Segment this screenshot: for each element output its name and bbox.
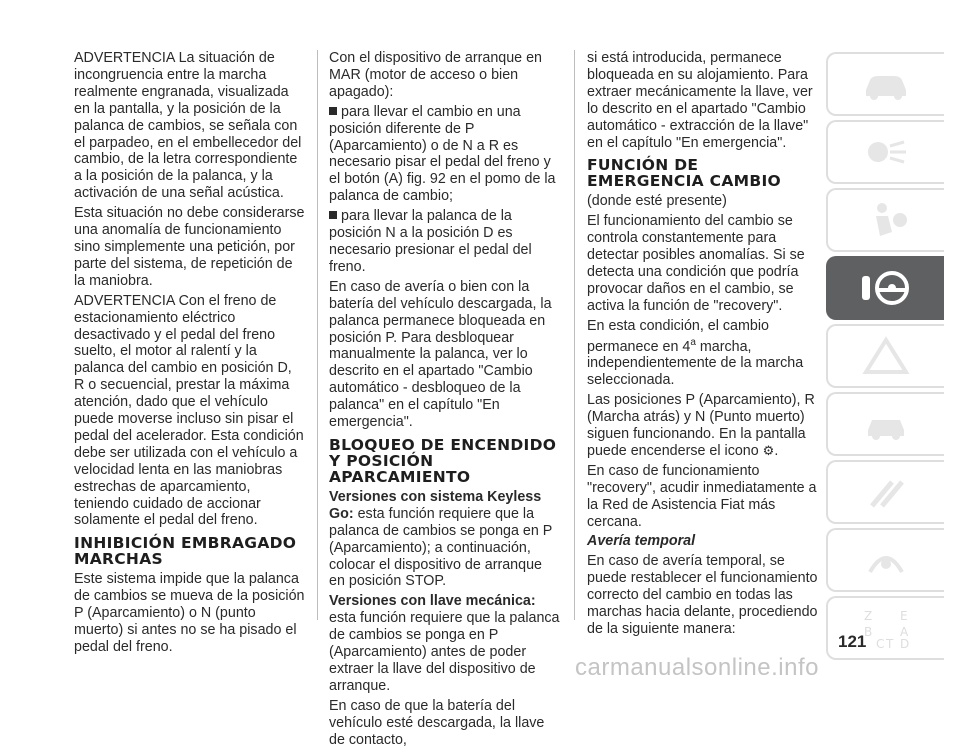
tab-car[interactable] (826, 52, 944, 116)
gearbox-warning-icon: ⚙ (762, 442, 775, 458)
column-divider (317, 50, 318, 620)
paragraph: Las posiciones P (Aparcamiento), R (Marcha atrás) y N (Punto muerto) siguen funcionando. En la pantalla puede encenderse el icono ⚙. (587, 392, 815, 459)
paragraph: En esta condición, el cambio permanece en 4$^a$ marcha, independientemente de la marcha seleccionada. (587, 317, 804, 389)
chapter-index-sidebar (826, 52, 944, 664)
index-letter: B (864, 625, 873, 639)
paragraph: Versiones con llave mecánica: esta función requiere que la palanca de cambios se ponga en P (Aparcamiento) antes de poder extraer la llave del dispositivo de arranque. (329, 593, 560, 694)
steering-key-icon (856, 266, 916, 310)
section-heading: FUNCIÓN DE EMERGENCIA CAMBIO (587, 156, 782, 191)
tab-emergency[interactable] (826, 324, 944, 388)
paragraph: si está introducida, permanece bloqueada en su alojamiento. Para extraer mecánicamente la llave, ver lo descrito en el apartado "Cambio automático - extracción de la llave" en el capítulo "En emergencia". (587, 50, 813, 151)
bullet-item: para llevar el cambio en una posición diferente de P (Aparcamiento) o de N a R es necesario pisar el pedal del freno y el botón (A) fig. 92 en el pomo de la palanca de cambio; (329, 103, 556, 205)
paragraph: (donde esté presente) (587, 193, 727, 210)
index-letter: D (900, 637, 910, 650)
section-heading: BLOQUEO DE ENCENDIDO Y POSICIÓN APARCAMIENTO (329, 435, 557, 486)
tools-icon (856, 470, 916, 514)
bullet-square-icon (329, 211, 337, 219)
paragraph: Con el dispositivo de arranque en MAR (motor de acceso o bien apagado): (329, 50, 543, 100)
paragraph: Versiones con sistema Keyless Go: esta función requiere que la palanca de cambios se ponga en P (Aparcamiento); a continuación, colocar el dispositivo de arranque en posición STOP. (329, 488, 553, 590)
column-divider (574, 50, 575, 620)
paragraph: En caso de avería temporal, se puede restablecer el funcionamiento correcto del cambio en todas las marchas hacia delante, procediendo de la siguiente manera: (587, 553, 818, 637)
page-number: 121 (838, 632, 867, 651)
text-column-1 (74, 50, 306, 659)
subheading: Avería temporal (587, 533, 696, 550)
index-letter: C (876, 637, 885, 650)
paragraph: El funcionamiento del cambio se controla constantemente para detectar posibles anomalías. Si se detecta una condición que podría provocar daños en el cambio, se activa la función de "recovery". (587, 213, 805, 314)
paragraph: Esta situación no debe considerarse una anomalía de funcionamiento sino simplemente una petición, por parte del sistema, de repetición de la maniobra. (74, 205, 305, 289)
tab-technical-data[interactable] (826, 460, 944, 524)
index-letter: T (886, 637, 894, 650)
index-letter: E (900, 609, 908, 623)
tab-starting-driving[interactable] (826, 256, 944, 320)
tab-maintenance[interactable] (826, 392, 944, 456)
multimedia-icon (856, 538, 916, 582)
warning-triangle-icon (856, 334, 916, 378)
paragraph: ADVERTENCIA Con el freno de estacionamiento eléctrico desactivado y el pedal del freno suelto, el motor al ralentí y la palanca del cambio en posición D, R o secuencial, prestar la máxima atención, dado que el vehículo puede moverse incluso sin pisar el pedal del acelerador. Esta condición debe ser utilizada con el vehículo a velocidad lenta en las maniobras estrechas de aparcamiento, teniendo cuidado de accionar solamente el pedal del freno. (74, 292, 304, 529)
car-service-icon (856, 402, 916, 446)
watermark-text: carmanualsonline.info (575, 654, 819, 681)
warning-lights-icon (856, 130, 916, 174)
paragraph: En caso de que la batería del vehículo esté descargada, la llave de contacto, (329, 697, 545, 748)
car-icon (856, 62, 916, 106)
text-column-2 (329, 50, 561, 752)
index-letter: Z (864, 609, 873, 623)
text-column-3 (587, 50, 819, 641)
tab-multimedia[interactable] (826, 528, 944, 592)
paragraph: ADVERTENCIA La situación de incongruencia entre la marcha realmente engranada, visualizada en la pantalla, y la posición de la palanca de cambios, se señala con el parpadeo, en el embellecedor del cambio, de la letra correspondiente a la posición de la palanca, y la activación de una señal acústica. (74, 50, 302, 202)
bullet-square-icon (329, 107, 337, 115)
tab-warning-lights[interactable] (826, 120, 944, 184)
bullet-item: para llevar la palanca de la posición N a la posición D es necesario presionar el pedal del freno. (329, 208, 532, 275)
paragraph: En caso de funcionamiento "recovery", acudir inmediatamente a la Red de Asistencia Fiat más cercana. (587, 462, 817, 530)
section-heading: INHIBICIÓN EMBRAGADO MARCHAS (74, 534, 297, 569)
index-letter: A (900, 625, 909, 639)
paragraph: Este sistema impide que la palanca de cambios se mueva de la posición P (Aparcamiento) o N (punto muerto) si antes no se ha pisado el pedal del freno. (74, 571, 305, 655)
airbag-safety-icon (856, 198, 916, 242)
tab-safety[interactable] (826, 188, 944, 252)
paragraph: En caso de avería o bien con la batería del vehículo descargada, la palanca permanece bloqueada en posición P. Para desbloquear manualmente la palanca, ver lo descrito en el apartado "Cambio automático - desbloqueo de la palanca" en el capítulo "En emergencia". (329, 278, 552, 431)
